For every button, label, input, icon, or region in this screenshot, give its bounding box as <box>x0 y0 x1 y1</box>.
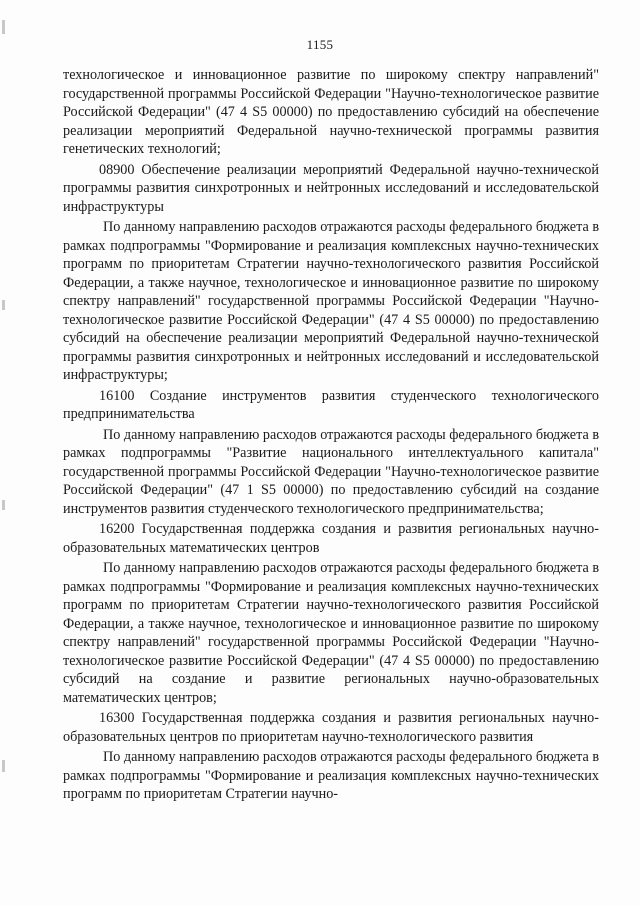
scan-edge-mark <box>2 760 5 772</box>
document-body <box>63 66 599 804</box>
page-number: 1155 <box>306 37 334 52</box>
expense-code-heading: 16300 Государственная поддержка создания и развития региональных научно-образовательных центров по приоритетам научно-технологического развития <box>63 710 599 745</box>
expense-description: По данному направлению расходов отражаются расходы федерального бюджета в рамках подпрограммы "Развитие национального интеллектуального капитала" государственной программы Российской Федерации "Научно-технологическое развитие Российской Федерации" (47 1 S5 00000) по предоставлению субсидий на создание инструментов развития студенческого технологического предпринимательства; <box>63 426 600 517</box>
scan-edge-mark <box>2 300 5 310</box>
expense-description: По данному направлению расходов отражаются расходы федерального бюджета в рамках подпрограммы "Формирование и реализация комплексных научно-технических программ по приоритетам Стратегии научно-технологического развития Российской Федерации, а также научное, технологическое и инновационное развитие по широкому спектру направлений" государственной программы Российской Федерации "Научно-технологическое развитие Российской Федерации" (47 4 S5 00000) по предоставлению субсидий на обеспечение реализации мероприятий Федеральной научно-технической программы развития синхротронных и нейтронных исследований и исследовательской инфраструктуры; <box>63 219 600 383</box>
expense-code-heading: 16100 Создание инструментов развития студенческого технологического предпринимательства <box>63 387 599 422</box>
expense-code-heading: 08900 Обеспечение реализации мероприятий Федеральной научно-технической программы развития синхротронных и нейтронных исследований и исследовательской инфраструктуры <box>63 161 599 215</box>
scan-edge-mark <box>2 20 5 34</box>
paragraph-continuation: технологическое и инновационное развитие по широкому спектру направлений" государственной программы Российской Федерации "Научно-технологическое развитие Российской Федерации" (47 4 S5 00000) по предоставлению субсидий на обеспечение реализации мероприятий Федеральной научно-технической программы развития генетических технологий; <box>63 67 599 157</box>
expense-description: По данному направлению расходов отражаются расходы федерального бюджета в рамках подпрограммы "Формирование и реализация комплексных научно-технических программ по приоритетам Стратегии научно-технологического развития Российской Федерации, а также научное, технологическое и инновационное развитие по широкому спектру направлений" государственной программы Российской Федерации "Научно-технологическое развитие Российской Федерации" (47 4 S5 00000) по предоставлению субсидий на создание и развитие региональных научно-образовательных математических центров; <box>63 560 600 706</box>
expense-description: По данному направлению расходов отражаются расходы федерального бюджета в рамках подпрограммы "Формирование и реализация комплексных научно-технических программ по приоритетам Стратегии научно- <box>63 749 600 802</box>
scan-edge-mark <box>2 500 5 510</box>
expense-code-heading: 16200 Государственная поддержка создания и развития региональных научно-образовательных математических центров <box>63 521 599 556</box>
